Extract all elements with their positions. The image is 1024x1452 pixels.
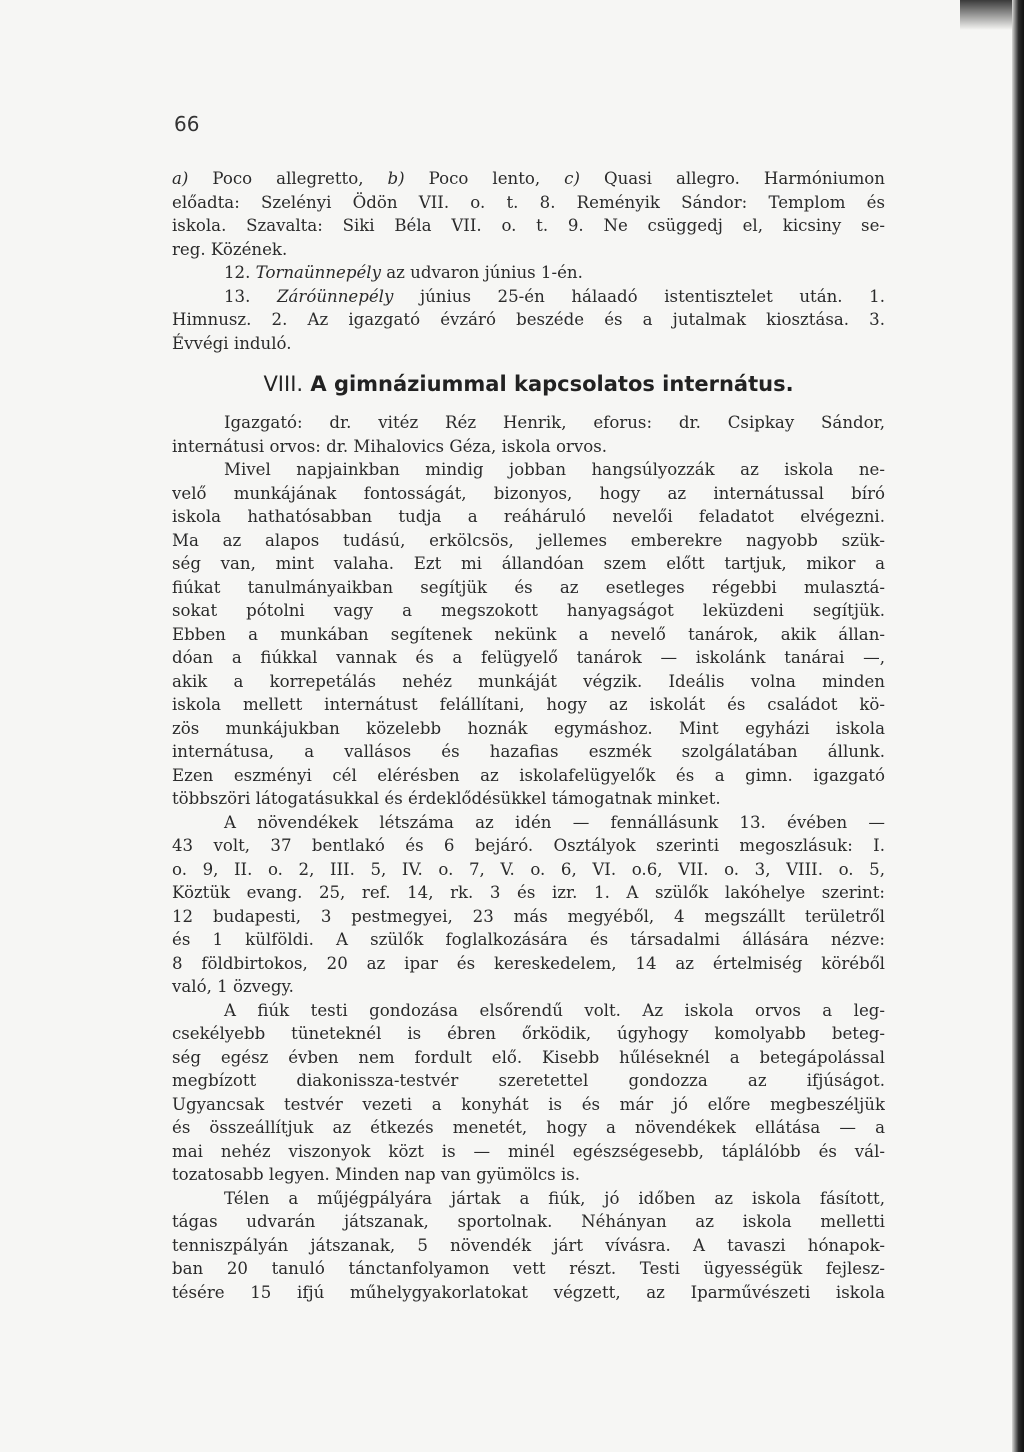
text-line: velő munkájának fontosságát, bizonyos, hogy az internátussal bíró [172,483,885,503]
body-text [172,411,885,1304]
text-line: fiúkat tanulmányaikban segítjük és az esetleges régebbi mulasztá- [172,577,885,597]
item-number: 12. [224,263,251,282]
text-line: tágas udvarán játszanak, sportolnak. Néhányan az iskola melletti [172,1212,885,1231]
text-line: 12 budapesti, 3 pestmegyei, 23 más megyéből, 4 megszállt területről [172,906,885,926]
text-line: reg. Közének. [172,239,288,259]
text-line: A növendékek létszáma az idén — fennállásunk 13. évében — [224,812,885,832]
text-line: Mivel napjainkban mindig jobban hangsúlyozzák az iskola ne- [224,460,885,479]
text-line: iskola mellett internátust felállítani, hogy az iskolát és családot kö- [172,695,885,714]
program-item-13 [172,285,885,309]
text-line: Igazgató: dr. vitéz Réz Henrik, eforus: dr. Csipkay Sándor, [224,413,885,432]
text-line: Télen a műjégpályára jártak a fiúk, jó időben az iskola fásított, [224,1188,885,1208]
text-line: megbízott diakonissza-testvér szeretettel gondozza az ifjúságot. [172,1071,885,1090]
item-number: 13. [224,286,251,306]
text-line: A fiúk testi gondozása elsőrendű volt. Az iskola orvos a leg- [224,1000,885,1020]
text-line: akik a korrepetálás nehéz munkáját végzik. Ideális volna minden [172,671,885,691]
program-items [172,261,885,355]
text-line: zös munkájukban közelebb hoznák egymáshoz. Mint egyházi iskola [172,718,885,738]
text-line: Ugyancsak testvér vezeti a konyhát is és már jó előre megbeszéljük [172,1094,885,1114]
text-line: ség van, mint valaha. Ezt mi állandóan szem előtt tartjuk, mikor a [172,554,885,573]
section-number: VIII. [263,372,304,396]
text-line: és összeállítjuk az étkezés menetét, hogy a növendékek ellátása — a [172,1118,885,1137]
text-line: a) Poco allegretto, b) Poco lento, c) Quasi allegro. Harmóniumon [172,169,885,188]
text-line: Évvégi induló. [172,333,292,353]
text-line: való, 1 özvegy. [172,977,294,996]
text-line: és 1 külföldi. A szülők foglalkozására és társadalmi állására nézve: [172,930,885,949]
text-line: előadta: Szelényi Ödön VII. o. t. 8. Reményik Sándor: Templom és [172,192,885,212]
text-line: Ezen eszményi cél elérésben az iskolafelügyelők és a gimn. igazgató [172,765,885,785]
item-title: Záróünnepély [276,286,394,306]
text-line: Köztük evang. 25, ref. 14, rk. 3 és izr. 1. A szülők lakóhelye szerint: [172,883,885,902]
text-line: o. 9, II. o. 2, III. 5, IV. o. 7, V. o. 6, VI. o.6, VII. o. 3, VIII. o. 5, [172,859,885,879]
scan-shadow-right [1012,0,1024,1452]
text-line: iskola hathatósabban tudja a reáháruló nevelői feladatot elvégezni. [172,507,885,526]
text-line: tésére 15 ifjú műhelygyakorlatokat végzett, az Iparművészeti iskola [172,1282,885,1302]
item-title: Tornaünnepély [255,263,381,282]
section-heading [172,372,885,396]
text-line: ség egész évben nem fordult elő. Kisebb hűléseknél a betegápolással [172,1047,885,1067]
item-text: az udvaron június 1-én. [386,263,583,282]
section-title: A gimnáziummal kapcsolatos internátus. [310,372,794,396]
intro-paragraph [172,167,885,261]
text-line: tenniszpályán játszanak, 5 növendék járt vívásra. A tavaszi hónapok- [172,1235,885,1255]
text-line: Ma az alapos tudású, erkölcsös, jellemes emberekre nagyobb szük- [172,530,885,550]
program-item-12 [172,261,885,285]
text-line: dóan a fiúkkal vannak és a felügyelő tanárok — iskolánk tanárai —, [172,648,885,667]
text-line: iskola. Szavalta: Siki Béla VII. o. t. 9. Ne csüggedj el, kicsiny se- [172,216,885,235]
text-line: internátusi orvos: dr. Mihalovics Géza, iskola orvos. [172,436,608,456]
text-line: Ebben a munkában segítenek nekünk a nevelő tanárok, akik állan- [172,624,885,644]
text-line: többszöri látogatásukkal és érdeklődésükkel támogatnak minket. [172,789,721,808]
text-line: sokat pótolni vagy a megszokott hanyagságot leküzdeni segítjük. [172,601,885,620]
item-text: június 25-én hálaadó istentisztelet után. 1. [419,286,885,306]
text-line: 43 volt, 37 bentlakó és 6 bejáró. Osztályok szerinti megoszlásuk: I. [172,836,885,855]
text-line: ban 20 tanuló tánctanfolyamon vett részt. Testi ügyességük fejlesz- [172,1259,885,1278]
page-number: 66 [174,112,200,136]
text-line: mai nehéz viszonyok közt is — minél egészségesebb, táplálóbb és vál- [172,1141,885,1161]
text-line: csekélyebb tüneteknél is ébren őrködik, úgyhogy komolyabb beteg- [172,1024,885,1043]
text-line: 8 földbirtokos, 20 az ipar és kereskedelem, 14 az értelmiség köréből [172,953,885,973]
text-line: internátusa, a vallásos és hazafias eszmék szolgálatában állunk. [172,742,885,761]
text-line: Himnusz. 2. Az igazgató évzáró beszéde és a jutalmak kiosztása. 3. [172,310,885,329]
text-line: tozatosabb legyen. Minden nap van gyümölcs is. [172,1165,581,1184]
